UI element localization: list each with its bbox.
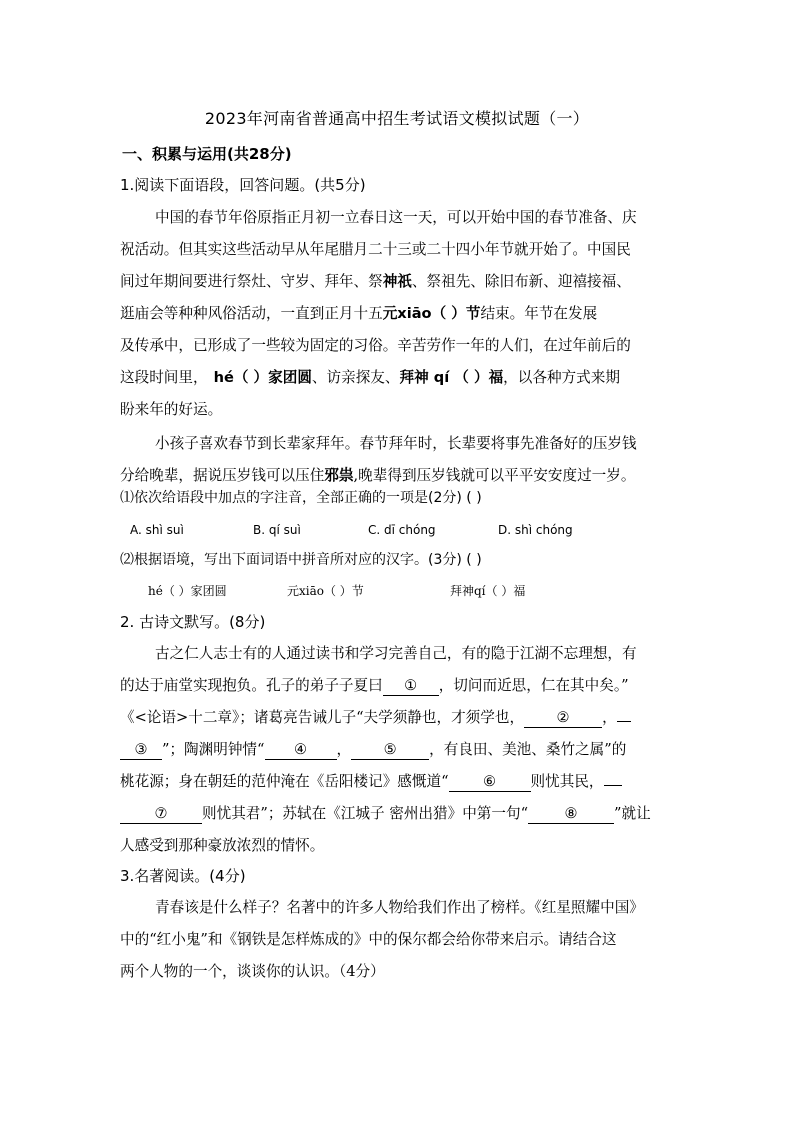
q1-paragraph-line bbox=[120, 304, 597, 324]
text-run: ， bbox=[602, 709, 617, 726]
q2-paragraph-line: 人感受到那种豪放浓烈的情怀。 bbox=[120, 837, 325, 854]
text-run: 这段时间里， bbox=[120, 369, 208, 386]
text-run: ，有良田、美池、桑竹之属”的 bbox=[429, 741, 627, 758]
blank-2: ② bbox=[524, 709, 602, 728]
blank-8: ⑧ bbox=[528, 805, 614, 824]
q1-paragraph-line: 中国的春节年俗原指正月初一立春日这一天，可以开始中国的春节准备、庆 bbox=[155, 209, 637, 226]
pinyin-blank: 元xiāo（ ）节 bbox=[382, 305, 481, 322]
q2-paragraph-line bbox=[120, 772, 622, 792]
page-title: 2023年河南省普通高中招生考试语文模拟试题（一） bbox=[204, 109, 590, 128]
pinyin-blank: 拜神 qí （ ）福 bbox=[399, 369, 504, 386]
blank-7: ⑦ bbox=[120, 805, 202, 824]
q3-paragraph-line: 青春该是什么样子？名著中的许多人物给我们作出了榜样。《红星照耀中国》 bbox=[155, 899, 644, 916]
q2-paragraph-line bbox=[120, 804, 651, 824]
q2-paragraph-line bbox=[120, 740, 626, 760]
q2-paragraph-line: 古之仁人志士有的人通过读书和学习完善自己，有的隐于江湖不忘理想，有 bbox=[155, 645, 637, 662]
text-run: 逛庙会等种种风俗活动，一直到正月十五 bbox=[120, 305, 383, 322]
text-run: ， bbox=[336, 741, 352, 758]
option-a: A. shì suì bbox=[130, 523, 184, 537]
q1-paragraph-line bbox=[120, 466, 635, 486]
text-run: ,晚辈得到压岁钱就可以平平安安度过一岁。 bbox=[353, 467, 636, 484]
q1-paragraph-line: 盼来年的好运。 bbox=[120, 401, 223, 418]
q1-paragraph-line: 小孩子喜欢春节到长辈家拜年。春节拜年时，长辈要将事先准备好的压岁钱 bbox=[155, 435, 637, 452]
text-run: 、访亲探友、 bbox=[311, 369, 400, 386]
q1-paragraph-line bbox=[120, 272, 631, 292]
blank-3-start bbox=[617, 721, 631, 722]
text-run: ”就让 bbox=[614, 805, 651, 822]
text-run: ，以各种方式来期 bbox=[503, 369, 620, 386]
q3-paragraph-line: 中的“红小鬼”和《钢铁是怎样炼成的》中的保尔都会给你带来启示。请结合这 bbox=[120, 931, 617, 948]
q2-paragraph-line bbox=[120, 708, 631, 728]
section-heading: 一、积累与运用(共28分) bbox=[122, 145, 292, 163]
text-run: 邪祟 bbox=[324, 467, 354, 484]
option-d: D. shì chóng bbox=[498, 523, 573, 537]
q1-paragraph-line: 及传承中，已形成了一些较为固定的习俗。辛苦劳作一年的人们，在过年前后的 bbox=[120, 337, 631, 354]
text-run: ”；陶渊明钟情“ bbox=[162, 741, 265, 758]
blank-5: ⑤ bbox=[351, 741, 429, 760]
option-b: B. qí suì bbox=[253, 523, 301, 537]
text-run: 分给晚辈，据说压岁钱可以压住 bbox=[120, 467, 325, 484]
q1-paragraph-line: 祝活动。但其实这些活动早从年尾腊月二十三或二十四小年节就开始了。中国民 bbox=[120, 241, 631, 258]
text-run: 则忧其君”；苏轼在《江城子 密州出猎》中第一句“ bbox=[202, 805, 529, 822]
text-run: 、祭祖先、除旧布新、迎禧接福、 bbox=[411, 273, 631, 290]
blank-7-start bbox=[604, 785, 622, 786]
question-2-heading: 2. 古诗文默写。(8分) bbox=[120, 613, 266, 631]
option-c: C. dī chóng bbox=[368, 523, 436, 537]
fill-item: 拜神qí（ ）福 bbox=[450, 584, 526, 598]
text-run: 桃花源；身在朝廷的范仲淹在《岳阳楼记》感慨道“ bbox=[120, 773, 449, 790]
blank-4: ④ bbox=[265, 741, 337, 760]
pinyin-blank: hé（ ）家团圆 bbox=[213, 369, 312, 386]
question-1-heading: 1.阅读下面语段，回答问题。(共5分) bbox=[120, 176, 366, 194]
fill-item: 元xiāo（ ）节 bbox=[287, 584, 364, 598]
blank-6: ⑥ bbox=[449, 773, 531, 792]
blank-3: ③ bbox=[120, 741, 162, 760]
q1-paragraph-line bbox=[120, 368, 620, 388]
fill-item: hé（ ）家团圆 bbox=[148, 584, 227, 598]
q2-paragraph-line bbox=[120, 676, 629, 696]
q3-paragraph-line: 两个人物的一个，谈谈你的认识。（4分） bbox=[120, 963, 385, 980]
text-run: 间过年期间要进行祭灶、守岁、拜年、祭 bbox=[120, 273, 383, 290]
text-run: 的达于庙堂实现抱负。孔子的弟子子夏曰 bbox=[120, 677, 383, 694]
text-run: 则忧其民， bbox=[530, 773, 604, 790]
text-run: 《<论语>十二章》；诸葛亮告诫儿子“夫学须静也，才须学也， bbox=[120, 709, 525, 726]
question-3-heading: 3.名著阅读。(4分) bbox=[120, 867, 246, 885]
blank-1: ① bbox=[383, 677, 439, 696]
subquestion-2: ⑵根据语境，写出下面词语中拼音所对应的汉字。(3分) ( ) bbox=[120, 552, 482, 568]
text-run: 神祇 bbox=[382, 273, 412, 290]
text-run: ，切问而近思，仁在其中矣。” bbox=[438, 677, 629, 694]
text-run: 结束。年节在发展 bbox=[480, 305, 598, 322]
subquestion-1: ⑴依次给语段中加点的字注音，全部正确的一项是(2分) ( ) bbox=[120, 490, 482, 506]
